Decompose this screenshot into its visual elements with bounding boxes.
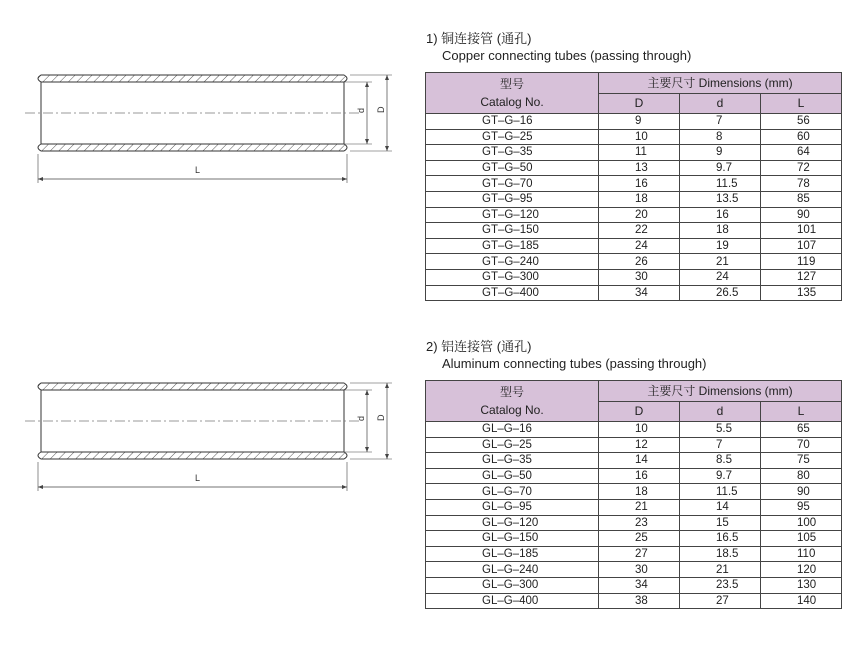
- inner-diameter-cell: 5.5: [680, 422, 761, 438]
- catalog-header: [426, 381, 599, 422]
- inner-diameter-cell: 24: [680, 269, 761, 285]
- outer-diameter-cell: 23: [599, 515, 680, 531]
- outer-diameter-cell: 18: [599, 484, 680, 500]
- length-cell: 90: [761, 484, 842, 500]
- copper-title-en: Copper connecting tubes (passing through): [442, 48, 692, 63]
- length-cell: 56: [761, 114, 842, 130]
- inner-diameter-cell: 9.7: [680, 468, 761, 484]
- outer-diameter-cell: 11: [599, 145, 680, 161]
- copper-dim-d-label: d: [356, 107, 366, 113]
- copper-section-title: [426, 30, 691, 64]
- outer-diameter-cell: 27: [599, 546, 680, 562]
- inner-diameter-cell: 11.5: [680, 484, 761, 500]
- col-d-header: d: [680, 93, 761, 114]
- length-cell: 85: [761, 191, 842, 207]
- catalog-cell: GT–G–95: [426, 191, 599, 207]
- length-cell: 70: [761, 437, 842, 453]
- table-row: [426, 223, 842, 239]
- length-cell: 60: [761, 129, 842, 145]
- catalog-cell: GT–G–16: [426, 114, 599, 130]
- outer-diameter-cell: 12: [599, 437, 680, 453]
- catalog-cell: GT–G–25: [426, 129, 599, 145]
- outer-diameter-cell: 20: [599, 207, 680, 223]
- outer-diameter-cell: 30: [599, 269, 680, 285]
- catalog-cell: GT–G–120: [426, 207, 599, 223]
- table-row: [426, 160, 842, 176]
- table-row: [426, 515, 842, 531]
- table-row: [426, 254, 842, 270]
- aluminum-dim-d-label: d: [356, 415, 366, 421]
- length-cell: 119: [761, 254, 842, 270]
- table-row: [426, 437, 842, 453]
- aluminum-dim-L-label: L: [195, 473, 201, 483]
- catalog-cell: GL–G–95: [426, 499, 599, 515]
- length-cell: 101: [761, 223, 842, 239]
- length-cell: 78: [761, 176, 842, 192]
- outer-diameter-cell: 25: [599, 531, 680, 547]
- catalog-cell: GT–G–35: [426, 145, 599, 161]
- inner-diameter-cell: 8: [680, 129, 761, 145]
- outer-diameter-cell: 16: [599, 468, 680, 484]
- catalog-cell: GL–G–50: [426, 468, 599, 484]
- length-cell: 75: [761, 453, 842, 469]
- copper-dim-L-label: L: [195, 165, 201, 175]
- inner-diameter-cell: 18: [680, 223, 761, 239]
- inner-diameter-cell: 21: [680, 254, 761, 270]
- inner-diameter-cell: 9.7: [680, 160, 761, 176]
- catalog-header: [426, 73, 599, 114]
- length-cell: 140: [761, 593, 842, 609]
- inner-diameter-cell: 16.5: [680, 531, 761, 547]
- table-row: [426, 577, 842, 593]
- catalog-header-cn: 型号: [499, 385, 524, 399]
- catalog-cell: GT–G–150: [426, 223, 599, 239]
- table-row: [426, 145, 842, 161]
- col-D-header: D: [599, 401, 680, 422]
- col-L-header: L: [761, 93, 842, 114]
- catalog-cell: GT–G–240: [426, 254, 599, 270]
- length-cell: 80: [761, 468, 842, 484]
- length-cell: 64: [761, 145, 842, 161]
- catalog-header-cn: 型号: [499, 77, 524, 91]
- aluminum-table-body: [426, 422, 842, 609]
- inner-diameter-cell: 7: [680, 437, 761, 453]
- table-row: [426, 593, 842, 609]
- catalog-cell: GL–G–150: [426, 531, 599, 547]
- inner-diameter-cell: 7: [680, 114, 761, 130]
- table-row: [426, 176, 842, 192]
- outer-diameter-cell: 34: [599, 577, 680, 593]
- copper-table-body: [426, 114, 842, 301]
- inner-diameter-cell: 19: [680, 238, 761, 254]
- length-cell: 72: [761, 160, 842, 176]
- outer-diameter-cell: 38: [599, 593, 680, 609]
- inner-diameter-cell: 21: [680, 562, 761, 578]
- outer-diameter-cell: 22: [599, 223, 680, 239]
- aluminum-section-title: [426, 338, 706, 372]
- aluminum-tube-drawing: [20, 370, 400, 500]
- catalog-cell: GT–G–50: [426, 160, 599, 176]
- table-row: [426, 191, 842, 207]
- length-cell: 130: [761, 577, 842, 593]
- col-L-header: L: [761, 401, 842, 422]
- outer-diameter-cell: 24: [599, 238, 680, 254]
- dimensions-header: 主要尺寸 Dimensions (mm): [599, 381, 842, 402]
- outer-diameter-cell: 34: [599, 285, 680, 301]
- length-cell: 135: [761, 285, 842, 301]
- inner-diameter-cell: 27: [680, 593, 761, 609]
- catalog-cell: GT–G–300: [426, 269, 599, 285]
- catalog-header-en: Catalog No.: [480, 403, 544, 417]
- aluminum-title-en: Aluminum connecting tubes (passing through): [442, 356, 707, 371]
- outer-diameter-cell: 26: [599, 254, 680, 270]
- table-row: [426, 238, 842, 254]
- copper-title-cn: 1) 铜连接管 (通孔): [426, 31, 532, 46]
- outer-diameter-cell: 13: [599, 160, 680, 176]
- outer-diameter-cell: 18: [599, 191, 680, 207]
- outer-diameter-cell: 9: [599, 114, 680, 130]
- catalog-cell: GT–G–70: [426, 176, 599, 192]
- outer-diameter-cell: 14: [599, 453, 680, 469]
- length-cell: 100: [761, 515, 842, 531]
- table-row: [426, 468, 842, 484]
- catalog-cell: GL–G–25: [426, 437, 599, 453]
- table-row: [426, 562, 842, 578]
- inner-diameter-cell: 15: [680, 515, 761, 531]
- length-cell: 65: [761, 422, 842, 438]
- catalog-cell: GL–G–300: [426, 577, 599, 593]
- length-cell: 95: [761, 499, 842, 515]
- aluminum-dim-D-label: D: [376, 414, 386, 421]
- table-row: [426, 531, 842, 547]
- table-row: [426, 546, 842, 562]
- length-cell: 105: [761, 531, 842, 547]
- length-cell: 107: [761, 238, 842, 254]
- outer-diameter-cell: 16: [599, 176, 680, 192]
- catalog-header-en: Catalog No.: [480, 95, 544, 109]
- col-D-header: D: [599, 93, 680, 114]
- length-cell: 120: [761, 562, 842, 578]
- table-row: [426, 422, 842, 438]
- inner-diameter-cell: 9: [680, 145, 761, 161]
- length-cell: 90: [761, 207, 842, 223]
- table-row: [426, 499, 842, 515]
- aluminum-title-cn: 2) 铝连接管 (通孔): [426, 339, 532, 354]
- outer-diameter-cell: 10: [599, 422, 680, 438]
- table-row: [426, 453, 842, 469]
- catalog-cell: GL–G–35: [426, 453, 599, 469]
- inner-diameter-cell: 13.5: [680, 191, 761, 207]
- catalog-cell: GL–G–120: [426, 515, 599, 531]
- length-cell: 127: [761, 269, 842, 285]
- catalog-cell: GL–G–240: [426, 562, 599, 578]
- col-d-header: d: [680, 401, 761, 422]
- aluminum-spec-table: [425, 380, 842, 609]
- inner-diameter-cell: 18.5: [680, 546, 761, 562]
- catalog-cell: GL–G–16: [426, 422, 599, 438]
- inner-diameter-cell: 16: [680, 207, 761, 223]
- table-row: [426, 207, 842, 223]
- table-row: [426, 114, 842, 130]
- copper-spec-table: [425, 72, 842, 301]
- inner-diameter-cell: 8.5: [680, 453, 761, 469]
- inner-diameter-cell: 26.5: [680, 285, 761, 301]
- catalog-cell: GL–G–400: [426, 593, 599, 609]
- table-row: [426, 129, 842, 145]
- inner-diameter-cell: 23.5: [680, 577, 761, 593]
- outer-diameter-cell: 21: [599, 499, 680, 515]
- table-row: [426, 285, 842, 301]
- outer-diameter-cell: 10: [599, 129, 680, 145]
- inner-diameter-cell: 11.5: [680, 176, 761, 192]
- copper-tube-drawing: [20, 62, 400, 192]
- catalog-cell: GL–G–185: [426, 546, 599, 562]
- length-cell: 110: [761, 546, 842, 562]
- catalog-cell: GT–G–185: [426, 238, 599, 254]
- inner-diameter-cell: 14: [680, 499, 761, 515]
- table-row: [426, 269, 842, 285]
- catalog-cell: GL–G–70: [426, 484, 599, 500]
- table-row: [426, 484, 842, 500]
- dimensions-header: 主要尺寸 Dimensions (mm): [599, 73, 842, 94]
- catalog-cell: GT–G–400: [426, 285, 599, 301]
- outer-diameter-cell: 30: [599, 562, 680, 578]
- copper-dim-D-label: D: [376, 106, 386, 113]
